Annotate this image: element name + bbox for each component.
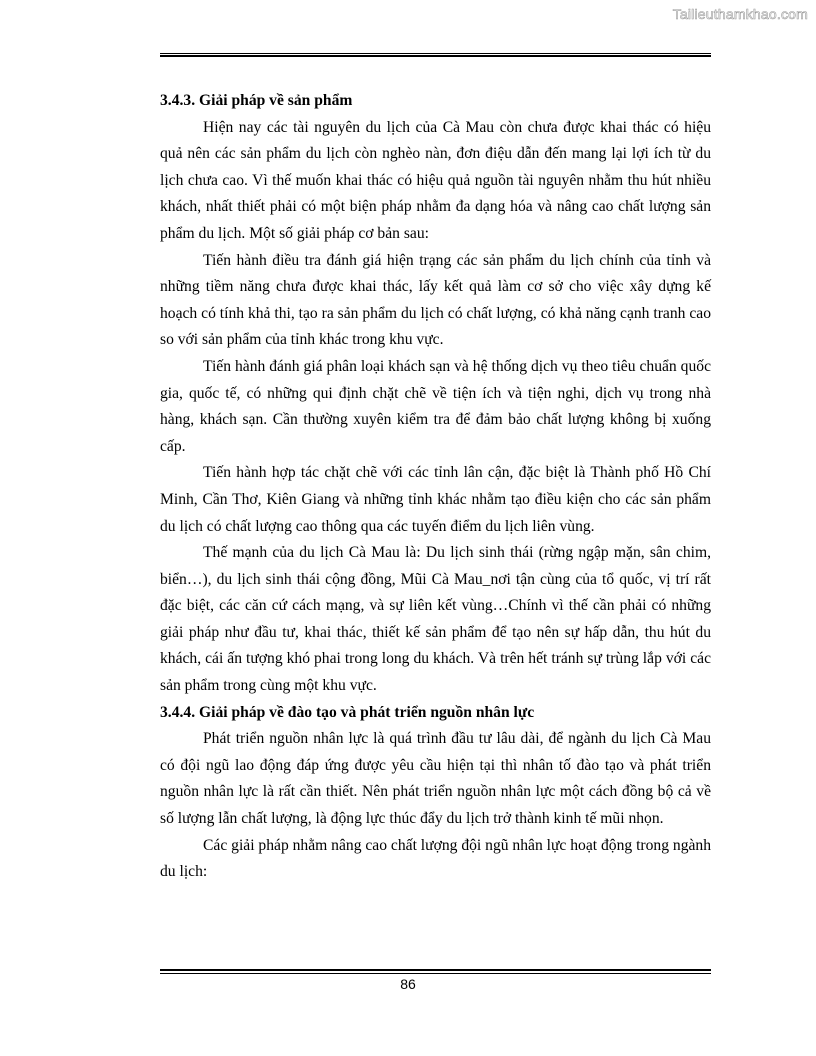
paragraph: Tiến hành điều tra đánh giá hiện trạng các sản phẩm du lịch chính của tỉnh và những tiềm năng chưa được khai thác, lấy kết quả làm cơ sở cho việc xây dựng kế hoạch có tính khả thi, tạo ra sản phẩm du lịch có chất lượng, có khả năng cạnh tranh cao so với sản phẩm của tỉnh khác trong khu vực. [160,251,711,349]
header-rule [160,53,711,57]
footer-rule [160,969,711,974]
paragraph: Các giải pháp nhằm nâng cao chất lượng đội ngũ nhân lực hoạt động trong ngành du lịch: [160,836,711,881]
paragraph: Phát triển nguồn nhân lực là quá trình đầu tư lâu dài, để ngành du lịch Cà Mau có đội ngũ lao động đáp ứng được yêu cầu hiện tại thì nhân tố đào tạo và phát triển nguồn nhân lực là rất cần thiết. Nên phát triển nguồn nhân lực một cách đồng bộ cả về số lượng lẫn chất lượng, là động lực thúc đẩy du lịch trở thành kinh tế mũi nhọn. [160,730,711,828]
paragraph: Tiến hành hợp tác chặt chẽ với các tỉnh lân cận, đặc biệt là Thành phố Hồ Chí Minh, Cần Thơ, Kiên Giang và những tỉnh khác nhằm tạo điều kiện cho các sản phẩm du lịch có chất lượng cao thông qua các tuyến điểm du lịch liên vùng. [160,464,711,535]
section-heading-3-4-3: 3.4.3. Giải pháp về sản phẩm [160,92,353,109]
paragraph: Thế mạnh của du lịch Cà Mau là: Du lịch sinh thái (rừng ngập mặn, sân chim, biển…), du lịch sinh thái cộng đồng, Mũi Cà Mau_nơi tận cùng của tổ quốc, vị trí rất đặc biệt, các căn cứ cách mạng, và sự liên kết vùng…Chính vì thế cần phải có những giải pháp như đầu tư, khai thác, thiết kế sản phẩm để tạo nên sự hấp dẫn, thu hút du khách, cái ấn tượng khó phai trong long du khách. Và trên hết tránh sự trùng lắp với các sản phẩm trong cùng một khu vực. [160,544,711,695]
page-number: 86 [400,976,416,992]
watermark-text: Tailieuthamkhao.com [672,6,808,22]
section-heading-3-4-4: 3.4.4. Giải pháp về đào tạo và phát triển nguồn nhân lực [160,703,535,721]
paragraph: Tiến hành đánh giá phân loại khách sạn và hệ thống dịch vụ theo tiêu chuẩn quốc gia, quốc tế, có những qui định chặt chẽ về tiện ích và tiện nghi, dịch vụ trong nhà hàng, khách sạn. Cần thường xuyên kiểm tra để đảm bảo chất lượng không bị xuống cấp. [160,357,711,455]
paragraph: Hiện nay các tài nguyên du lịch của Cà Mau còn chưa được khai thác có hiệu quả nên các sản phẩm du lịch còn nghèo nàn, đơn điệu dẫn đến mang lại lợi ích từ du lịch chưa cao. Vì thế muốn khai thác có hiệu quả nguồn tài nguyên nhằm thu hút nhiều khách, nhất thiết phải có một biện pháp nhằm đa dạng hóa và nâng cao chất lượng sản phẩm du lịch. Một số giải pháp cơ bản sau: [160,118,711,242]
document-body [160,88,711,886]
